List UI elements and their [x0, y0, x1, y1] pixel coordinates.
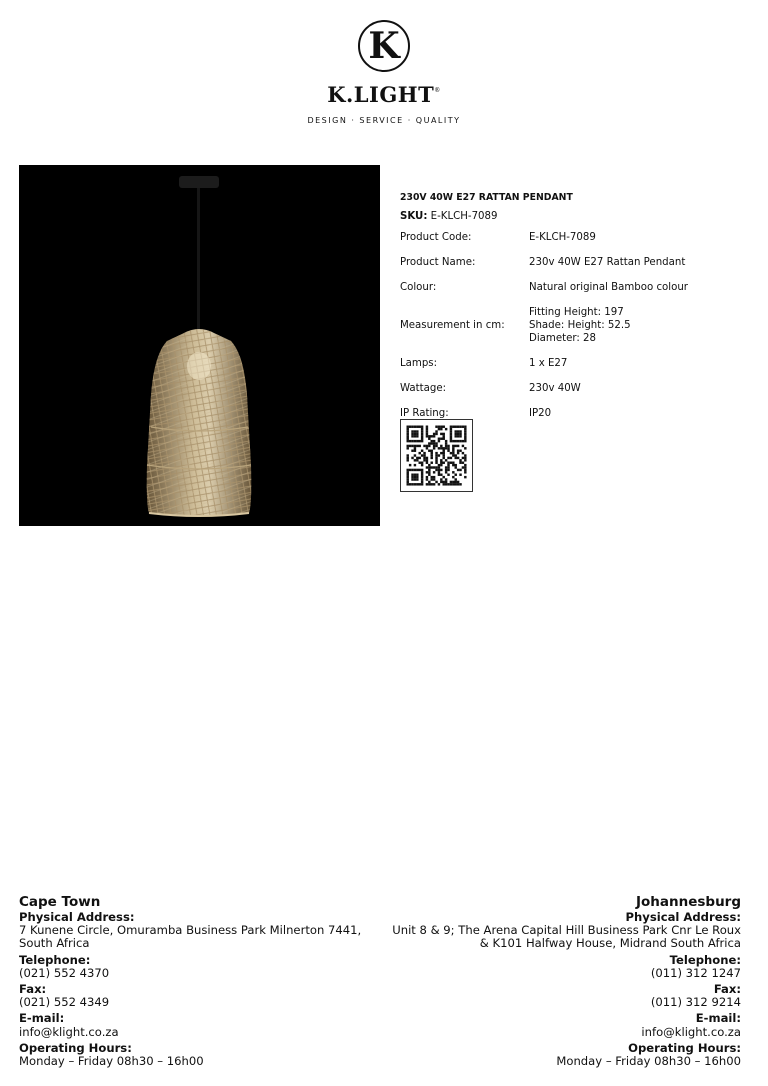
spec-row	[400, 275, 688, 300]
measurement-line: Shade: Height: 52.5	[529, 320, 631, 331]
qr-code[interactable]	[400, 419, 473, 492]
brand-text: K.LIGHT	[327, 82, 435, 107]
office-city: Cape Town	[19, 894, 101, 910]
spec-table	[400, 225, 688, 426]
telephone-number[interactable]: (021) 552 4370	[19, 965, 110, 980]
spec-value: E-KLCH-7089	[529, 232, 596, 243]
email-link[interactable]: info@klight.co.za	[19, 1024, 119, 1039]
spec-value: 230v 40W	[529, 383, 581, 394]
brand-tagline: DESIGN · SERVICE · QUALITY	[307, 116, 461, 125]
sku-value: E-KLCH-7089	[430, 211, 498, 222]
spec-label: Product Name:	[400, 257, 476, 268]
spec-value: 230v 40W E27 Rattan Pendant	[529, 257, 686, 268]
address-line: Unit 8 & 9; The Arena Capital Hill Business Park Cnr Le Roux	[392, 923, 741, 938]
spec-label: Lamps:	[400, 358, 438, 369]
email-label: E-mail:	[19, 1011, 65, 1026]
office-johannesburg	[392, 894, 741, 1068]
fax-number: (021) 552 4349	[19, 995, 110, 1010]
measurement-line: Diameter: 28	[529, 333, 597, 344]
sku-label: SKU:	[400, 211, 428, 222]
qr-code-graphic	[401, 420, 472, 491]
product-sku	[400, 211, 750, 222]
telephone-label: Telephone:	[19, 952, 91, 967]
spec-row	[400, 376, 688, 401]
telephone-number[interactable]: (011) 312 1247	[650, 965, 741, 980]
spec-value: 1 x E27	[529, 358, 568, 369]
address-line: South Africa	[19, 936, 90, 951]
measurement-line: Fitting Height: 197	[529, 307, 624, 318]
office-cape-town	[19, 894, 361, 1068]
product-title: 230V 40W E27 RATTAN PENDANT	[400, 192, 573, 203]
fax-number: (011) 312 9214	[650, 995, 741, 1010]
fax-label: Fax:	[19, 982, 47, 997]
hours-value: Monday – Friday 08h30 – 16h00	[19, 1054, 204, 1069]
product-details	[400, 192, 750, 426]
spec-label: Colour:	[400, 282, 437, 293]
spec-row	[400, 300, 688, 351]
spec-row	[400, 250, 688, 275]
spec-label: IP Rating:	[400, 408, 449, 419]
rattan-pendant-illustration	[19, 165, 380, 526]
hours-label: Operating Hours:	[19, 1040, 132, 1055]
address-line: & K101 Halfway House, Midrand South Africa	[479, 936, 741, 951]
logo-letter: K	[368, 25, 400, 67]
email-link[interactable]: info@klight.co.za	[641, 1024, 741, 1039]
address-line: 7 Kunene Circle, Omuramba Business Park Milnerton 7441,	[19, 923, 362, 938]
spec-label: Product Code:	[400, 232, 472, 243]
email-label: E-mail:	[695, 1011, 741, 1026]
spec-label: Measurement in cm:	[400, 320, 505, 331]
product-photo	[19, 165, 380, 526]
spec-value: Natural original Bamboo colour	[529, 282, 689, 293]
company-logo	[0, 20, 768, 125]
telephone-label: Telephone:	[669, 952, 741, 967]
registered-mark: ®	[434, 87, 441, 94]
spec-row	[400, 225, 688, 250]
address-label: Physical Address:	[19, 910, 135, 924]
hours-value: Monday – Friday 08h30 – 16h00	[556, 1054, 741, 1069]
fax-label: Fax:	[713, 982, 741, 997]
spec-value: IP20	[529, 408, 552, 419]
address-label: Physical Address:	[625, 910, 741, 924]
spec-row	[400, 351, 688, 376]
brand-name	[0, 82, 768, 107]
office-city: Johannesburg	[635, 894, 741, 910]
logo-emblem	[358, 20, 410, 72]
spec-label: Wattage:	[400, 383, 447, 394]
hours-label: Operating Hours:	[628, 1040, 741, 1055]
spec-value-multiline	[529, 300, 688, 351]
